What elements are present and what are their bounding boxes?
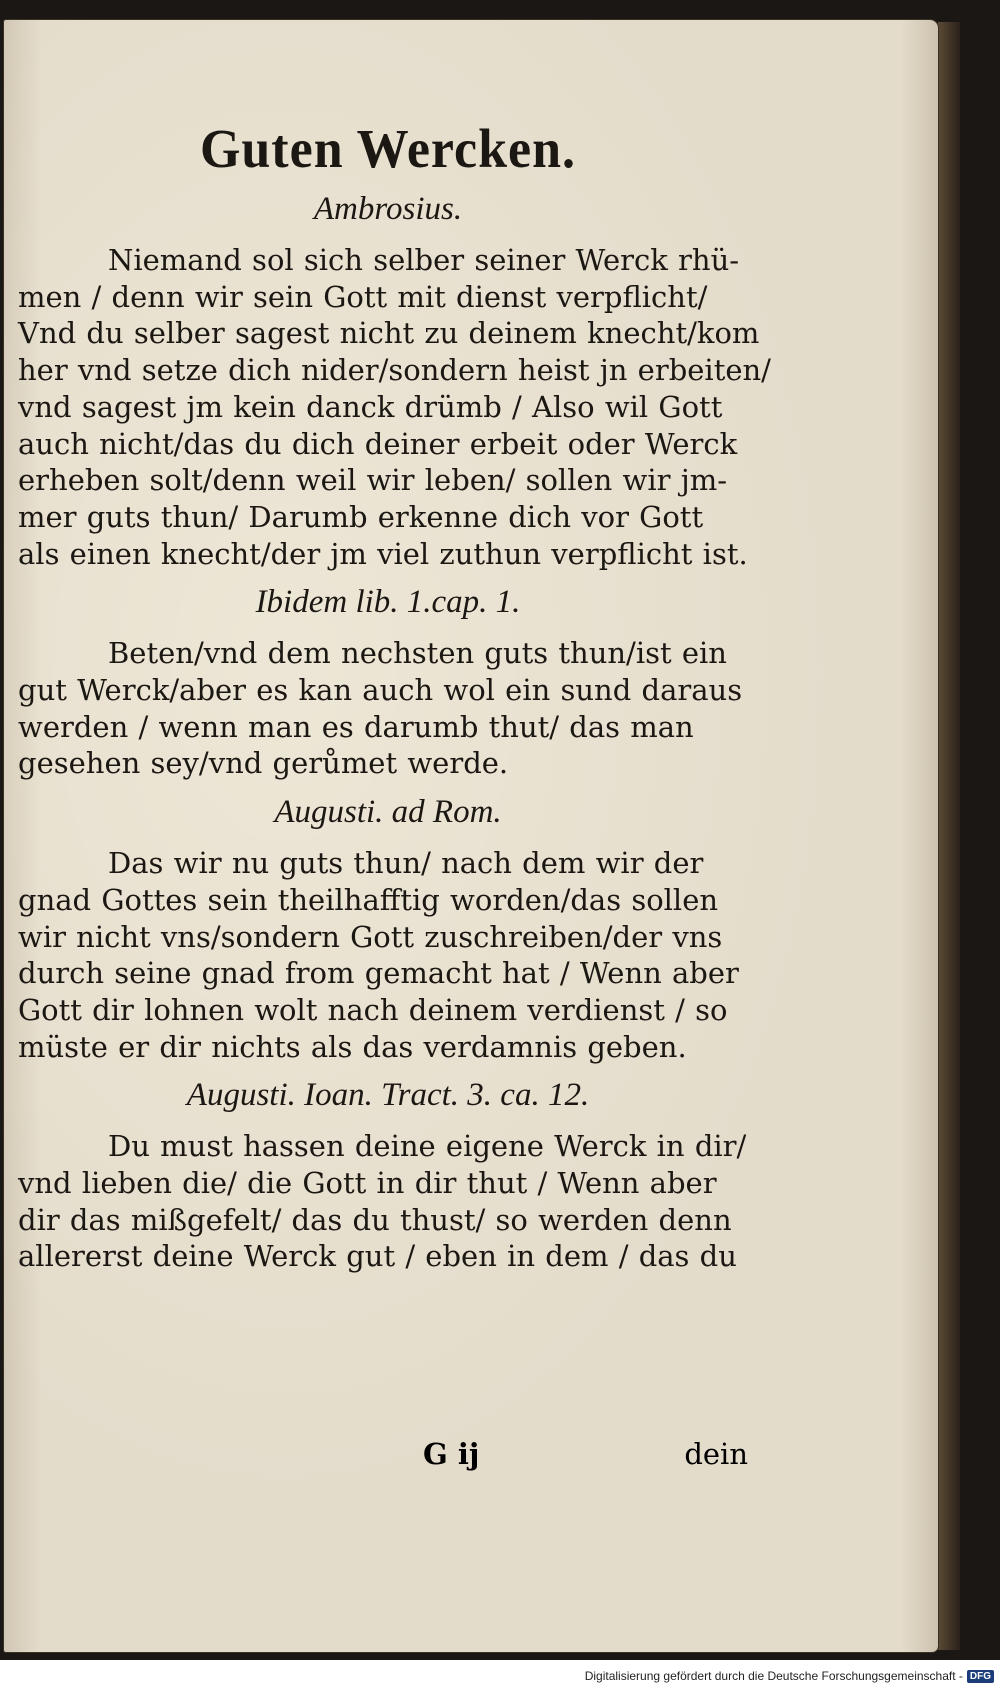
text-line: als einen knecht/der jm viel zuthun verpflicht ist.: [18, 536, 748, 571]
book-edge: [938, 22, 960, 1650]
section-text: [18, 1128, 758, 1275]
page-footer: [18, 1437, 758, 1477]
section-heading: Ambrosius.: [313, 191, 463, 227]
section-heading: Augusti. ad Rom.: [274, 794, 502, 831]
text-line: Niemand sol sich selber seiner Werck rhü-: [108, 243, 740, 277]
text-line: Gott dir lohnen wolt nach deinem verdienst / so: [18, 992, 728, 1027]
book-page: [4, 20, 938, 1652]
section-heading: Ibidem lib. 1.cap. 1.: [255, 584, 521, 621]
text-line: her vnd setze dich nider/sondern heist jn erbeiten/: [18, 353, 771, 388]
text-line: gnad Gottes sein theilhafftig worden/das sollen: [18, 882, 719, 917]
text-block: [18, 119, 771, 1275]
section-augusti-ioan: [18, 1077, 758, 1275]
text-line: Beten/vnd dem nechsten guts thun/ist ein: [108, 636, 727, 671]
text-line: Das wir nu guts thun/ nach dem wir der: [108, 846, 704, 881]
section-ambrosius: [18, 191, 771, 572]
credit-text: Digitalisierung gefördert durch die Deutsche Forschungsgemeinschaft -: [584, 1669, 963, 1683]
text-line: allererst deine Werck gut / eben in dem / das du: [18, 1239, 737, 1274]
text-line: auch nicht/das du dich deiner erbeit oder Werck: [18, 426, 738, 461]
section-text: [18, 242, 771, 572]
text-line: Du must hassen deine eigene Werck in dir/: [108, 1129, 747, 1164]
running-head: Guten Wercken.: [199, 119, 577, 180]
text-line: vnd sagest jm kein danck drümb / Also wil Gott: [18, 389, 723, 424]
digitization-credit-bar: [0, 1660, 1000, 1692]
text-line: müste er dir nichts als das verdamnis geben.: [18, 1029, 687, 1064]
text-line: erheben solt/denn weil wir leben/ sollen wir jm-: [18, 463, 728, 498]
text-line: wir nicht vns/sondern Gott zuschreiben/der vns: [18, 919, 723, 954]
section-text: [18, 845, 758, 1065]
text-line: gesehen sey/vnd gerůmet werde.: [18, 746, 509, 781]
section-text: [18, 635, 758, 782]
section-heading: Augusti. Ioan. Tract. 3. ca. 12.: [186, 1077, 590, 1114]
text-line: dir das mißgefelt/ das du thust/ so werden denn: [18, 1202, 732, 1237]
text-line: vnd lieben die/ die Gott in dir thut / Wenn aber: [18, 1166, 717, 1201]
catchword: dein: [684, 1437, 748, 1471]
signature-mark: G ij: [423, 1437, 480, 1471]
text-line: Vnd du selber sagest nicht zu deinem knecht/kom: [18, 316, 760, 351]
text-line: werden / wenn man es darumb thut/ das man: [18, 709, 694, 744]
text-line: durch seine gnad from gemacht hat / Wenn aber: [18, 956, 739, 991]
dfg-logo-icon: DFG: [967, 1670, 994, 1683]
text-line: mer guts thun/ Darumb erkenne dich vor Gott: [18, 499, 704, 534]
section-augusti-rom: [18, 794, 758, 1065]
section-ibidem: [18, 584, 758, 782]
text-line: men / denn wir sein Gott mit dienst verpflicht/: [18, 279, 708, 314]
text-line: gut Werck/aber es kan auch wol ein sund daraus: [18, 673, 743, 708]
